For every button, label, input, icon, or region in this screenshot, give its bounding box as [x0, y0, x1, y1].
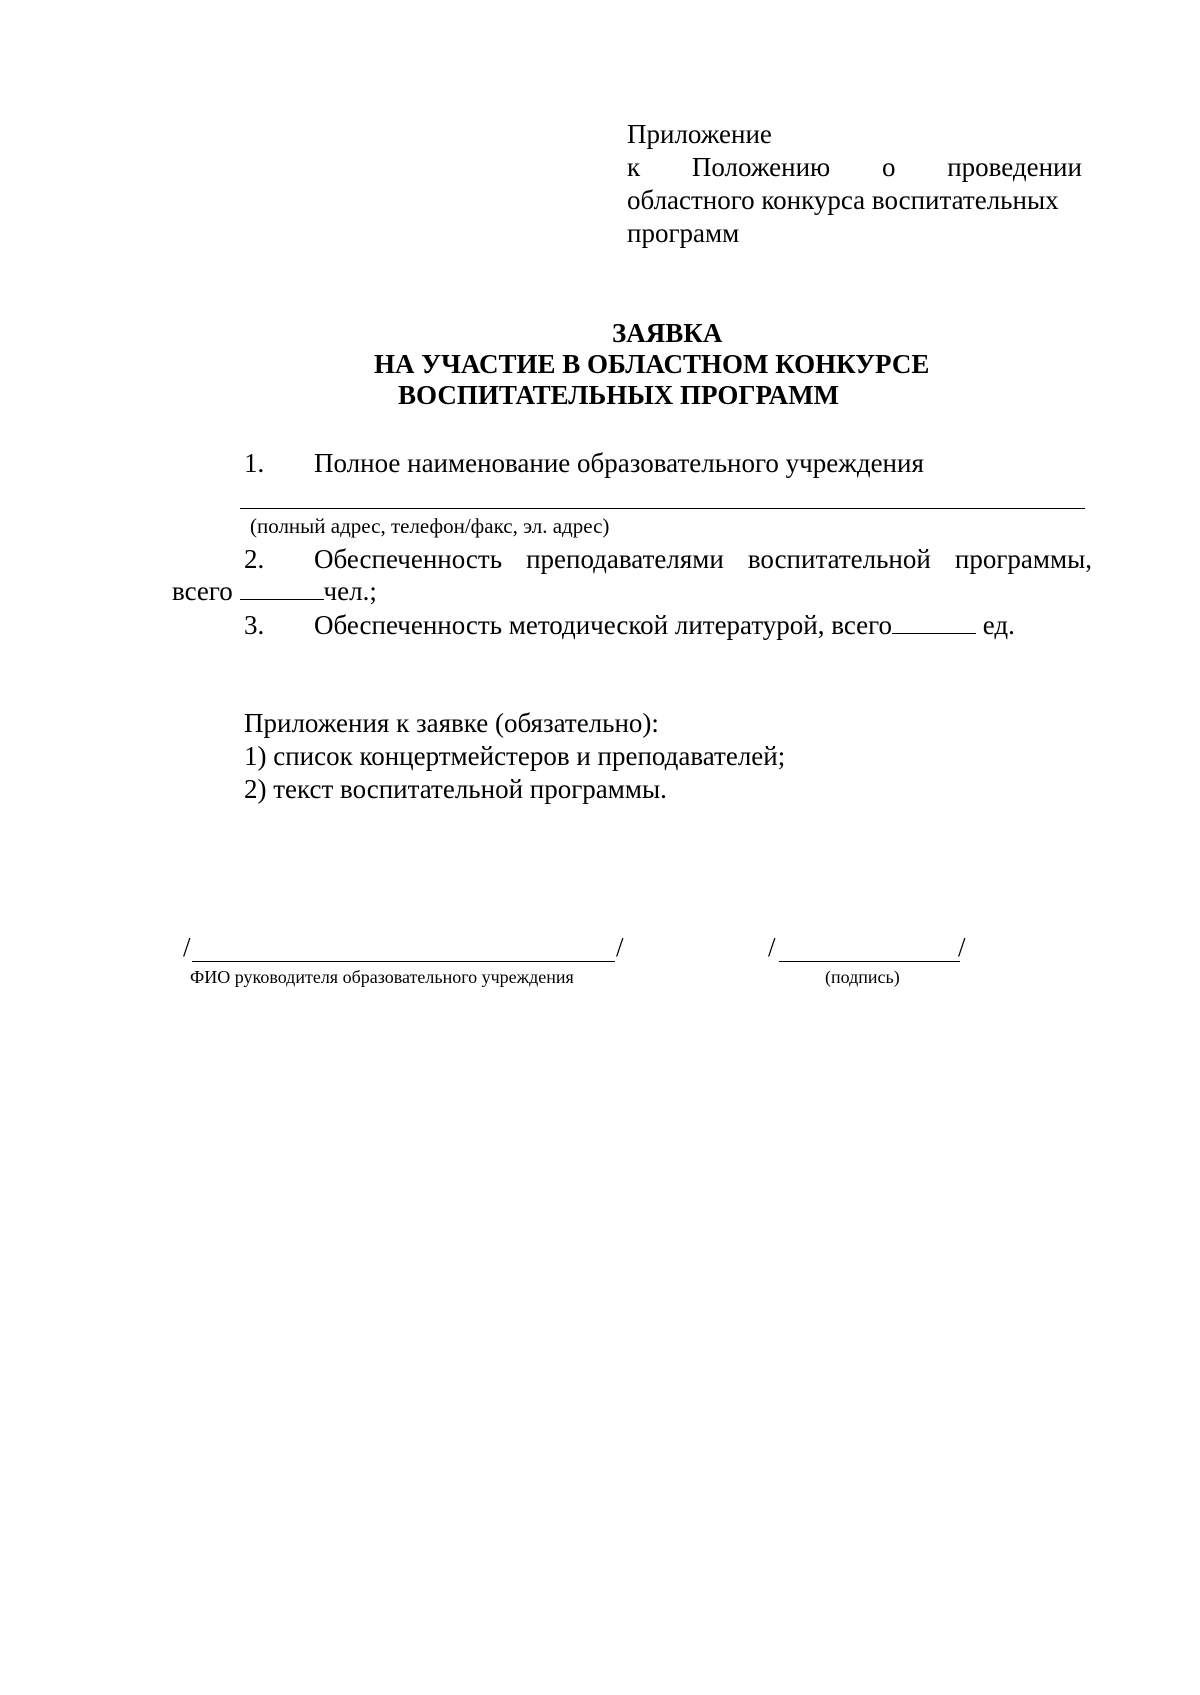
signature-line[interactable]	[779, 961, 960, 962]
item-2-word: преподавателями	[526, 544, 724, 574]
attachment-text: список концертмейстеров и преподавателей;	[273, 741, 786, 771]
item-2-number: 2.	[244, 544, 265, 574]
item-2-word: воспитательной	[747, 544, 931, 574]
item-2-prefix: всего	[172, 576, 233, 606]
item-1-text: Полное наименование образовательного учреждения	[314, 448, 924, 478]
attachment-item	[244, 774, 667, 805]
appendix-reference-cont: областного конкурса воспитательных	[627, 185, 1059, 215]
item-2-suffix: чел.;	[323, 576, 377, 606]
appendix-reference	[627, 151, 1082, 184]
attachment-number: 2)	[244, 774, 267, 804]
head-name-slash-right: /	[616, 932, 624, 962]
item-2-continuation	[172, 576, 377, 607]
item-2-text	[314, 544, 1092, 575]
item-2-word: программы,	[954, 544, 1092, 574]
signature-slash-right: /	[958, 932, 966, 962]
appendix-word: проведении	[947, 152, 1082, 182]
document-subtitle-line2: ВОСПИТАТЕЛЬНЫХ ПРОГРАММ	[398, 380, 840, 410]
appendix-header	[627, 118, 1082, 250]
item-2-word: Обеспеченность	[314, 544, 503, 574]
item-1-note: (полный адрес, телефон/факс, эл. адрес)	[250, 514, 610, 538]
head-name-label: ФИО руководителя образовательного учреждения	[190, 967, 574, 987]
appendix-reference-end: программ	[627, 218, 740, 248]
literature-count-blank[interactable]	[892, 611, 976, 634]
item-3-text: Обеспеченность методической литературой, всего	[314, 610, 893, 640]
appendix-title: Приложение	[627, 119, 772, 149]
item-3-suffix: ед.	[982, 610, 1015, 640]
teachers-count-blank[interactable]	[240, 577, 324, 600]
appendix-word: о	[881, 152, 896, 182]
head-name-line[interactable]	[192, 961, 615, 962]
attachment-text: текст воспитательной программы.	[273, 774, 667, 804]
item-1-number: 1.	[244, 448, 265, 478]
document-subtitle-line1: НА УЧАСТИЕ В ОБЛАСТНОМ КОНКУРСЕ	[374, 349, 930, 379]
appendix-word: к	[627, 152, 641, 182]
appendix-word: Положению	[691, 152, 831, 182]
item-3-line	[314, 610, 1015, 641]
head-name-slash-left: /	[183, 932, 191, 962]
attachment-item	[244, 741, 785, 772]
item-3-number: 3.	[244, 610, 265, 640]
attachment-number: 1)	[244, 741, 267, 771]
signature-slash-left: /	[768, 932, 776, 962]
institution-name-line[interactable]	[240, 508, 1085, 509]
attachments-heading: Приложения к заявке (обязательно):	[244, 708, 659, 738]
signature-label: (подпись)	[825, 967, 900, 987]
document-title: ЗАЯВКА	[612, 318, 723, 348]
